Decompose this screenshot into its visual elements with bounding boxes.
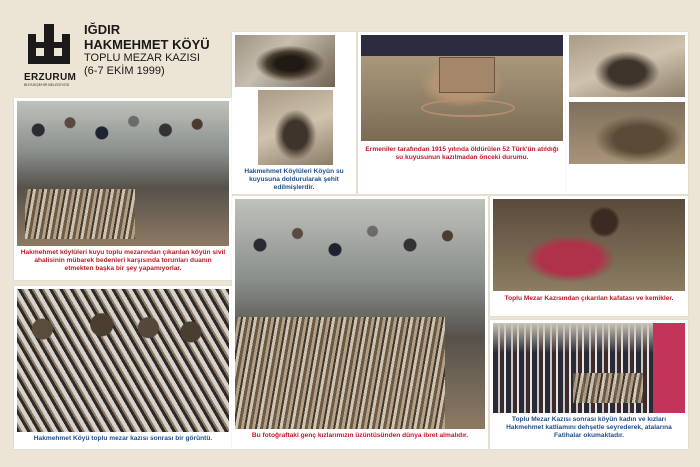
photo-villagers-with-remains: [17, 101, 229, 246]
photo-well-inside: [258, 90, 333, 165]
panel-skull-and-bones: [490, 196, 688, 316]
photo-skulls-and-bones: [17, 289, 229, 432]
photo-well-shaft: [569, 35, 685, 97]
page-title: [84, 22, 234, 78]
photo-well-before-excavation: [361, 35, 563, 141]
logo-subtext: BÜYÜKŞEHİR BELEDİYESİ: [24, 83, 70, 87]
caption-well-before-dig: Ermeniler tarafından 1915 yılında öldürülen 52 Türk'ün atıldığı su kuyusunun kazılmadan önceki durumu.: [365, 146, 559, 161]
photo-women-lined-up: [493, 323, 685, 413]
caption-young-girls: Bu fotoğraftaki genç kızlarımızın üzüntüsünden dünya ibret almalıdır.: [251, 432, 469, 439]
title-line-1: IĞDIR: [84, 22, 121, 37]
panel-young-girls: [232, 196, 488, 449]
municipality-logo-icon: [24, 20, 74, 68]
photo-skulls-in-well: [569, 102, 685, 164]
panel-villagers-mourning: [14, 98, 232, 280]
photo-well-top: [235, 35, 335, 87]
title-line-4: (6-7 EKİM 1999): [84, 65, 165, 77]
panel-well-before-dig: [358, 32, 566, 194]
caption-villagers-mourning: Hakmehmet köylüleri kuyu toplu mezarından çıkarılan köyün sivil ahalisinin mübarek bedenleri karşısında torunları duanın etmekten başka bir şey yapamıyorlar.: [20, 249, 226, 272]
panel-well-victims: [232, 32, 356, 194]
logo: [24, 20, 77, 88]
title-line-2: HAKMEHMET KÖYÜ: [84, 37, 210, 52]
panel-after-excavation: [14, 286, 232, 449]
caption-skull-and-bones: Toplu Mezar Kazısından çıkarılan kafatası ve kemikler.: [504, 295, 674, 302]
title-line-3: TOPLU MEZAR KAZISI: [84, 52, 200, 64]
caption-well-victims: Hakmehmet Köylüleri Köyün su kuyusuna doldurularak şehit edilmişlerdir.: [244, 168, 344, 191]
caption-after-excavation: Hakmehmet Köyü toplu mezar kazısı sonrası bir görüntü.: [33, 435, 213, 442]
logo-text: ERZURUM: [24, 72, 77, 83]
caption-women-praying: Toplu Mezar Kazısı sonrası köyün kadın ve kızları Hakmehmet katliamını dehşetle seyrederek, atalarına Fatihalar okumaktadır.: [506, 416, 672, 439]
panel-skulls-from-well: [566, 32, 688, 194]
photo-crowd-with-remains: [235, 199, 485, 429]
photo-man-with-skull: [493, 199, 685, 291]
panel-women-praying: [490, 320, 688, 449]
